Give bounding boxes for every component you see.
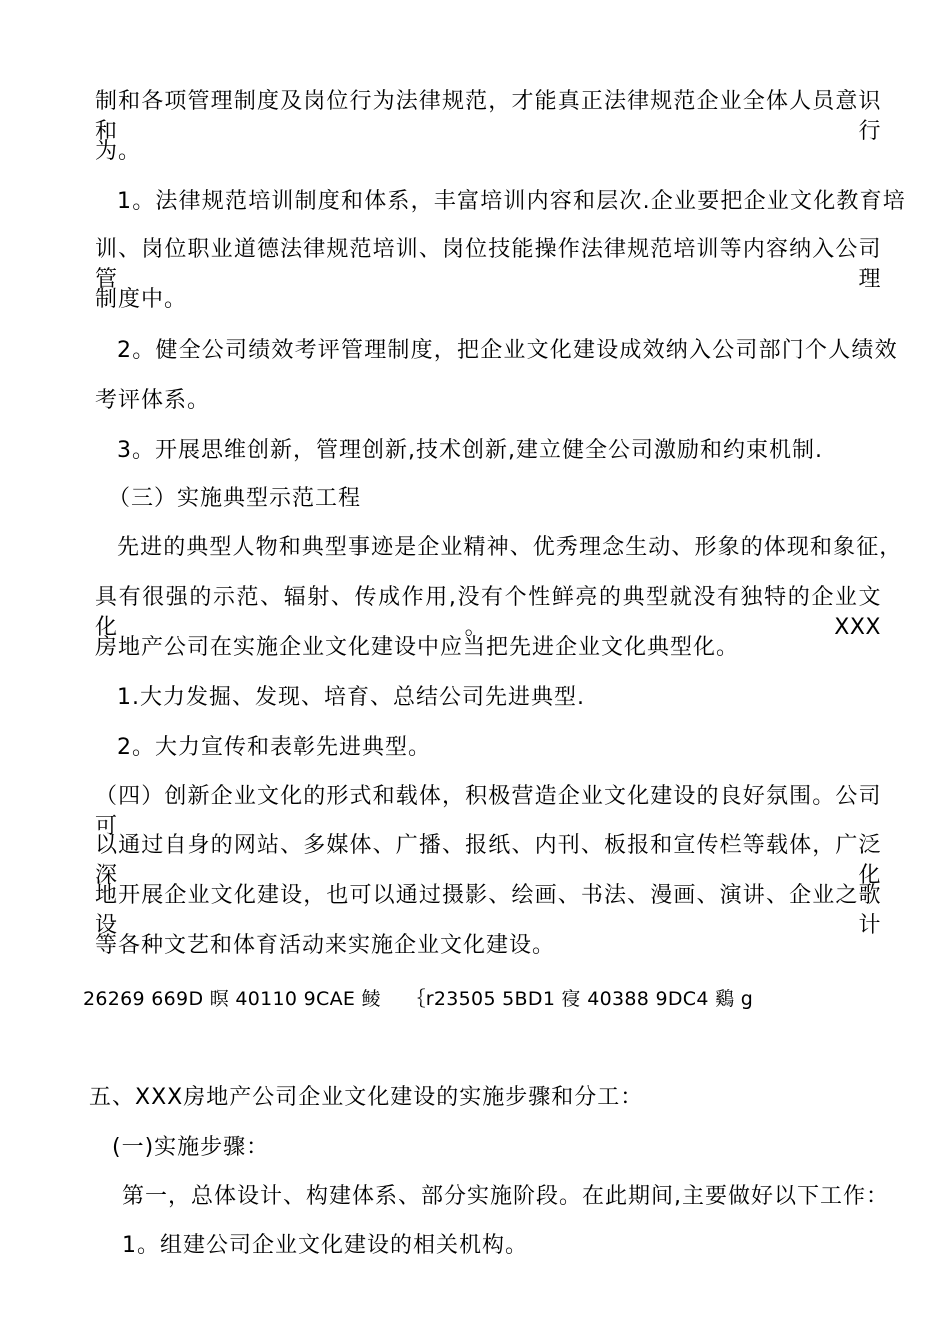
paragraph-line: 等各种文艺和体育活动来实施企业文化建设。 (95, 933, 556, 958)
paragraph-line: 房地产公司在实施企业文化建设中应当把先进企业文化典型化。 (95, 635, 740, 660)
list-item: 1。组建公司企业文化建设的相关机构。 (122, 1233, 528, 1258)
list-item: 1。法律规范培训制度和体系，丰富培训内容和层次.企业要把企业文化教育培 (117, 189, 906, 214)
paragraph-line: 制和各项管理制度及岗位行为法律规范，才能真正法律规范企业全体人员意识和行 (95, 89, 881, 144)
section-heading: （三）实施典型示范工程 (108, 486, 362, 511)
paragraph-line: 考评体系。 (95, 388, 211, 413)
list-item: 3。开展思维创新，管理创新,技术创新,建立健全公司激励和约束机制. (117, 438, 823, 463)
paragraph-line: 地开展企业文化建设，也可以通过摄影、绘画、书法、漫画、演讲、企业之歌设计 (95, 883, 881, 938)
section-heading: (一)实施步骤： (112, 1135, 270, 1160)
list-item: 1.大力发掘、发现、培育、总结公司先进典型. (117, 685, 585, 710)
paragraph-line: 具有很强的示范、辐射、传成作用,没有个性鲜亮的典型就没有独特的企业文化。XXX (95, 585, 881, 640)
list-item: 2。大力宣传和表彰先进典型。 (117, 735, 431, 760)
section-heading: （四）创新企业文化的形式和载体，积极营造企业文化建设的良好氛围。公司可 (95, 784, 881, 839)
paragraph-line: 为。 (95, 139, 142, 164)
paragraph-line: 制度中。 (95, 287, 188, 312)
garbled-code-line: 26269 669D 暝 40110 9CAE 鲮 ｛r23505 5BD1 寑 40388 9DC4 鷄 g (83, 988, 754, 1010)
paragraph-line: 训、岗位职业道德法律规范培训、岗位技能操作法律规范培训等内容纳入公司管理 (95, 237, 881, 292)
chapter-heading: 五、XXX房地产公司企业文化建设的实施步骤和分工： (89, 1085, 644, 1110)
paragraph-line: 第一，总体设计、构建体系、部分实施阶段。在此期间,主要做好以下工作： (122, 1184, 889, 1209)
list-item: 2。健全公司绩效考评管理制度，把企业文化建设成效纳入公司部门个人绩效 (117, 338, 898, 363)
paragraph-line: 以通过自身的网站、多媒体、广播、报纸、内刊、板报和宣传栏等载体，广泛深化 (95, 833, 881, 888)
paragraph-line: 先进的典型人物和典型事迹是企业精神、优秀理念生动、形象的体现和象征， (117, 535, 903, 560)
